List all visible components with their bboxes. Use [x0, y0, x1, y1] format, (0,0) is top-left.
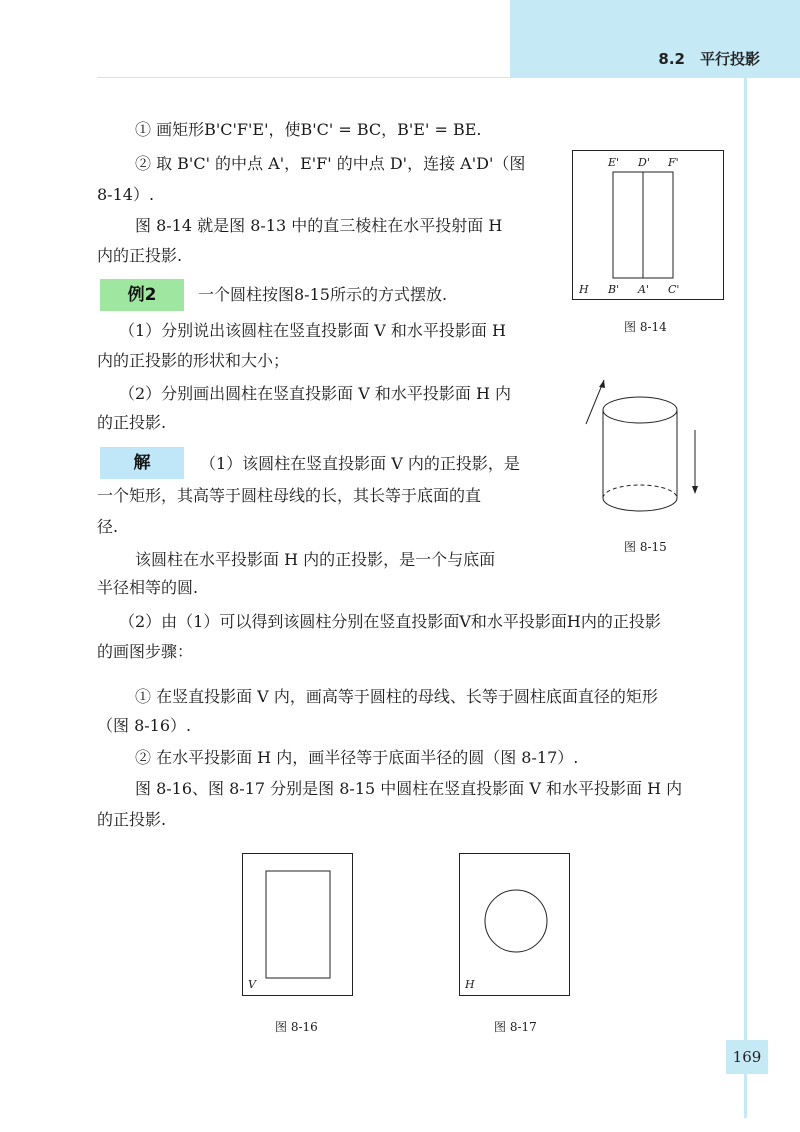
figure-8-14: [572, 150, 724, 300]
cylinder-top: [603, 397, 677, 423]
solution-2-cont: 的画图步骤：: [97, 642, 194, 661]
label-h: H: [465, 978, 475, 991]
header-rule: [97, 77, 800, 78]
para-line: 内的正投影.: [97, 246, 183, 265]
step-2-cont: 8-14）.: [97, 185, 155, 204]
example-tag: 例2: [100, 279, 184, 311]
draw-step-1-cont: （图 8-16）.: [97, 716, 192, 735]
question-2-cont: 的正投影.: [97, 413, 167, 432]
solution-para: 该圆柱在水平投影面 H 内的正投影，是一个与底面: [135, 550, 496, 569]
label-b: B': [608, 283, 620, 296]
projection-plane-h: [460, 854, 570, 996]
projection-plane-h: [573, 151, 724, 300]
caption-8-17: 图 8-17: [494, 1020, 537, 1034]
label-v: V: [248, 978, 256, 991]
question-1: （1）分别说出该圆柱在竖直投影面 V 和水平投影面 H: [119, 321, 506, 340]
label-e: E': [608, 156, 620, 169]
caption-8-14: 图 8-14: [624, 320, 667, 334]
caption-8-15: 图 8-15: [624, 540, 667, 554]
page-number: 169: [726, 1040, 768, 1074]
projection-circle: [485, 890, 547, 952]
solution-para-cont: 半径相等的圆.: [97, 578, 199, 597]
label-d: D': [638, 156, 650, 169]
summary-line-cont: 的正投影.: [97, 810, 167, 829]
label-a: A': [638, 283, 649, 296]
draw-step-2: ② 在水平投影面 H 内，画半径等于底面半径的圆（图 8-17）.: [135, 748, 579, 767]
solution-cont: 一个矩形，其高等于圆柱母线的长，其长等于底面的直: [97, 486, 482, 505]
label-h: H: [579, 283, 589, 296]
arrow-head-up: [599, 380, 605, 388]
cylinder-bottom-front: [603, 498, 677, 511]
figure-8-16: [242, 853, 353, 996]
question-1-cont: 内的正投影的形状和大小；: [97, 351, 290, 370]
example-text: 一个圆柱按图8-15所示的方式摆放.: [198, 285, 448, 304]
solution-cont: 径.: [97, 517, 119, 536]
projection-plane-v: [243, 854, 353, 996]
projection-rectangle: [266, 871, 330, 978]
label-c: C': [668, 283, 680, 296]
caption-8-16: 图 8-16: [275, 1020, 318, 1034]
step-1-line: ① 画矩形B'C'F'E'，使B'C' = BC，B'E' = BE.: [135, 120, 482, 139]
arrow-head-down: [692, 486, 698, 494]
summary-line: 图 8-16、图 8-17 分别是图 8-15 中圆柱在竖直投影面 V 和水平投影面 H 内: [135, 779, 683, 798]
para-line: 图 8-14 就是图 8-13 中的直三棱柱在水平投射面 H: [135, 216, 503, 235]
question-2: （2）分别画出圆柱在竖直投影面 V 和水平投影面 H 内: [119, 384, 512, 403]
side-rule: [744, 78, 747, 1118]
label-f: F': [668, 156, 679, 169]
section-title: 8.2 平行投影: [658, 50, 760, 68]
draw-step-1: ① 在竖直投影面 V 内，画高等于圆柱的母线、长等于圆柱底面直径的矩形: [135, 687, 658, 706]
solution-tag: 解: [100, 447, 184, 479]
figure-8-17: [459, 853, 570, 996]
solution-text: （1）该圆柱在竖直投影面 V 内的正投影，是: [200, 454, 520, 473]
figure-8-15: [582, 372, 712, 527]
solution-2: （2）由（1）可以得到该圆柱分别在竖直投影面V和水平投影面H内的正投影: [119, 612, 661, 631]
cylinder-bottom-back: [603, 485, 677, 498]
step-2-line: ② 取 B'C' 的中点 A'，E'F' 的中点 D'，连接 A'D'（图: [135, 154, 526, 173]
